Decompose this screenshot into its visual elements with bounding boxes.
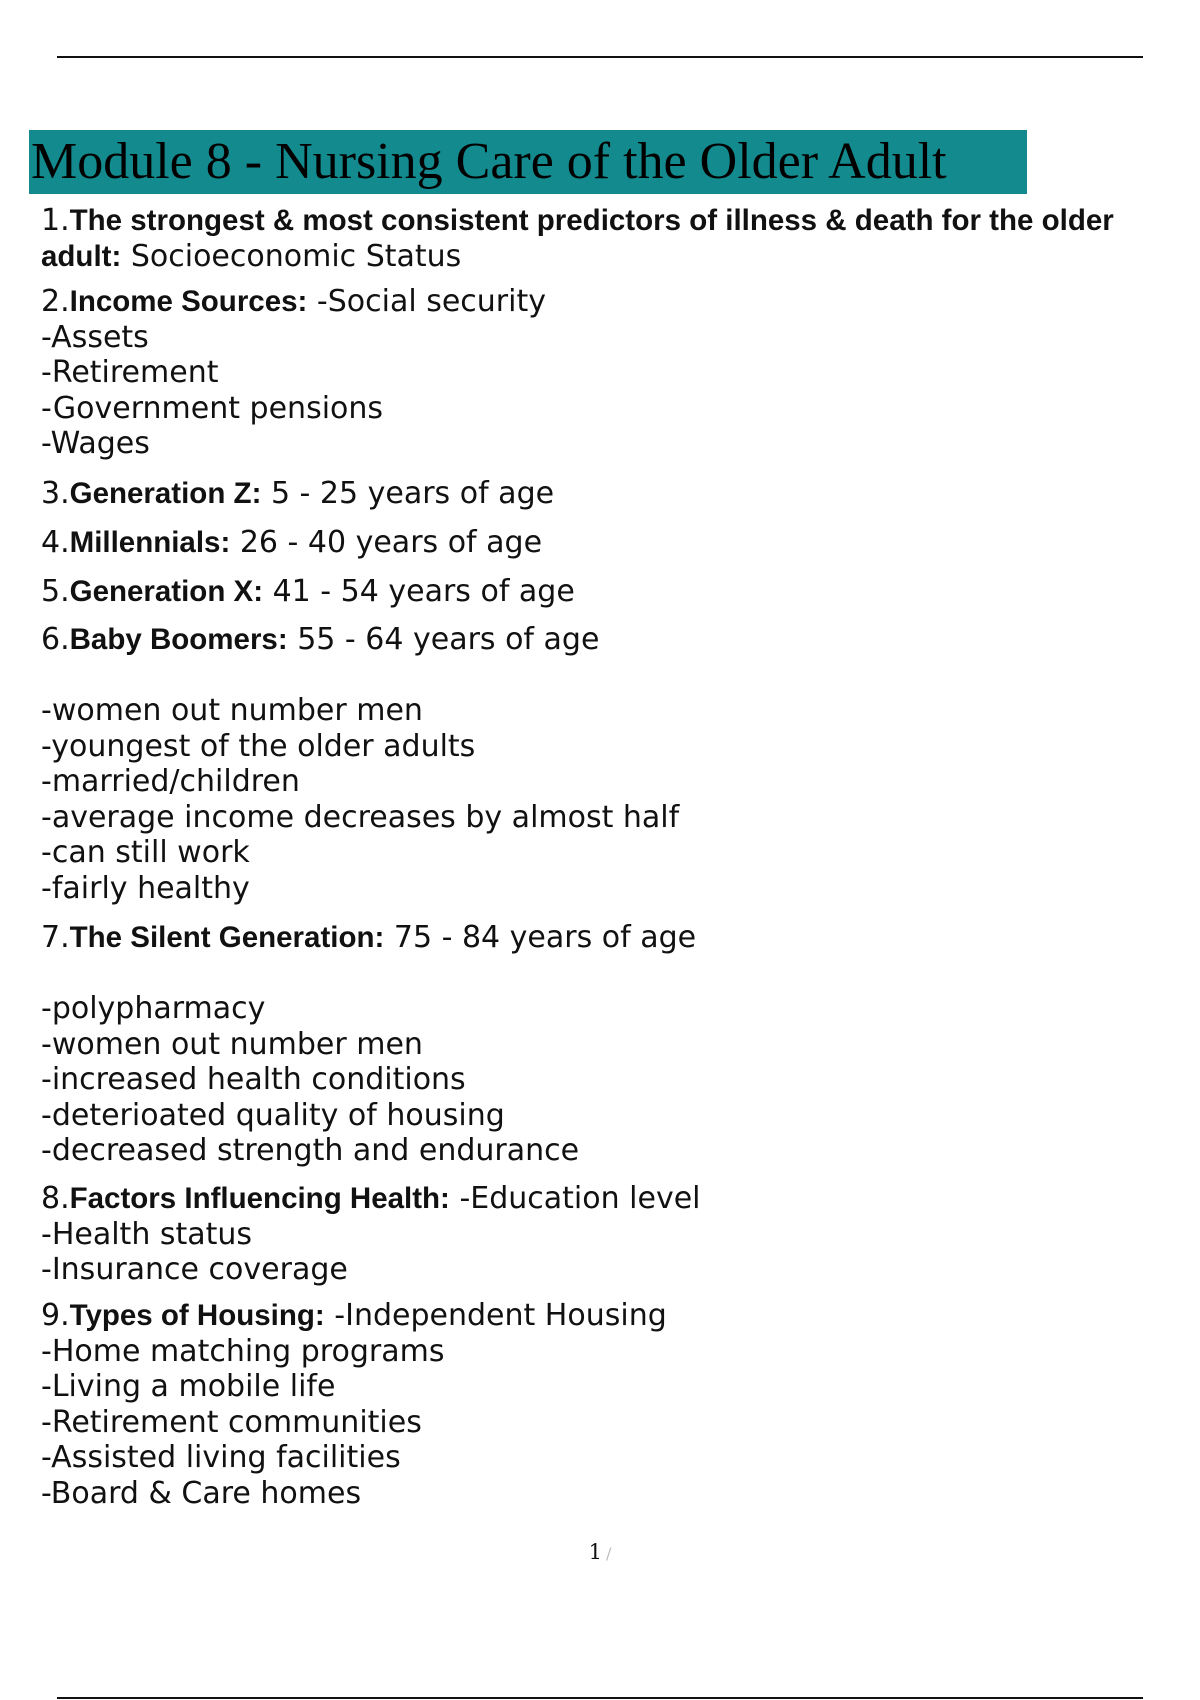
card-answer-line: -Health status [41, 1216, 253, 1252]
card-answer-line: -fairly healthy [41, 870, 250, 906]
card-answer-line: -married/children [41, 764, 300, 799]
card-term: Types of Housing: [69, 1299, 325, 1332]
card-answer-line: -youngest of the older adults [41, 728, 476, 764]
card-answer-line: -Government pensions [41, 390, 384, 426]
flashcard-5 [41, 574, 1151, 610]
card-answer-line: -Living a mobile life [41, 1369, 336, 1404]
card-answer-line: 75 - 84 years of age [393, 920, 697, 955]
card-answer-line: -Board & Care homes [41, 1475, 362, 1511]
flashcard-8 [41, 1181, 1151, 1288]
card-answer-line: -increased health conditions [41, 1062, 466, 1097]
blank-line [41, 956, 1151, 992]
page-number-value: 1 [588, 1540, 602, 1564]
card-answer-line: -women out number men [41, 693, 423, 728]
top-rule [57, 56, 1143, 58]
card-answer-line: -decreased strength and endurance [41, 1133, 580, 1168]
flashcard-7 [41, 920, 1151, 1169]
card-number: 5. [41, 574, 70, 609]
card-answer-line: -Insurance coverage [41, 1252, 348, 1287]
card-answer-line: -women out number men [41, 1026, 423, 1062]
card-number: 3. [41, 476, 70, 511]
card-term: Factors Influencing Health: [69, 1182, 450, 1215]
flashcard-4 [41, 525, 1151, 561]
card-number: 4. [41, 525, 70, 560]
card-number: 2. [41, 284, 70, 319]
card-term: Generation Z: [69, 477, 262, 510]
card-answer-line: -Home matching programs [41, 1333, 445, 1369]
card-answer-line: -Retirement communities [41, 1404, 422, 1440]
card-answer-line: 41 - 54 years of age [272, 574, 575, 609]
flashcard-1 [41, 203, 1151, 274]
card-term: The Silent Generation: [69, 921, 385, 954]
card-number: 9. [41, 1298, 70, 1333]
card-answer-line: Socioeconomic Status [130, 238, 462, 274]
page-title: Module 8 - Nursing Care of the Older Adult [29, 130, 1027, 194]
card-answer-line: -Independent Housing [334, 1298, 667, 1333]
flashcard-3 [41, 476, 1151, 512]
flashcard-2 [41, 284, 1151, 462]
card-term: Baby Boomers: [69, 623, 288, 656]
flashcard-6 [41, 622, 1151, 906]
card-number: 7. [41, 920, 70, 955]
bottom-rule [57, 1697, 1143, 1699]
card-answer-line: -average income decreases by almost half [41, 799, 680, 835]
card-number: 8. [41, 1181, 70, 1216]
card-answer-line: -can still work [41, 835, 250, 870]
card-answer-line: -Education level [459, 1181, 701, 1216]
page-number [0, 1540, 1200, 1564]
card-answer-line: -deterioated quality of housing [41, 1097, 505, 1133]
card-answer-line: -polypharmacy [41, 991, 266, 1026]
card-answer-line: 26 - 40 years of age [239, 525, 543, 560]
card-term: Millennials: [69, 526, 231, 559]
card-answer-line: 55 - 64 years of age [297, 622, 600, 657]
blank-line [41, 658, 1151, 694]
card-number: 1. [41, 203, 70, 238]
flashcard-9 [41, 1298, 1151, 1511]
card-answer-line: -Wages [41, 426, 150, 461]
card-term: Income Sources: [69, 285, 308, 318]
card-answer-line: -Retirement [41, 355, 219, 390]
card-answer-line: 5 - 25 years of age [270, 476, 555, 511]
card-number: 6. [41, 622, 70, 657]
card-answer-line: -Assisted living facilities [41, 1440, 401, 1475]
card-term: The strongest & most consistent predictors of illness & death for the older adult: [41, 204, 1114, 273]
card-answer-line: -Social security [316, 284, 546, 319]
card-term: Generation X: [69, 575, 264, 608]
card-answer-line: -Assets [41, 319, 149, 355]
page-number-separator: / [605, 1544, 612, 1563]
